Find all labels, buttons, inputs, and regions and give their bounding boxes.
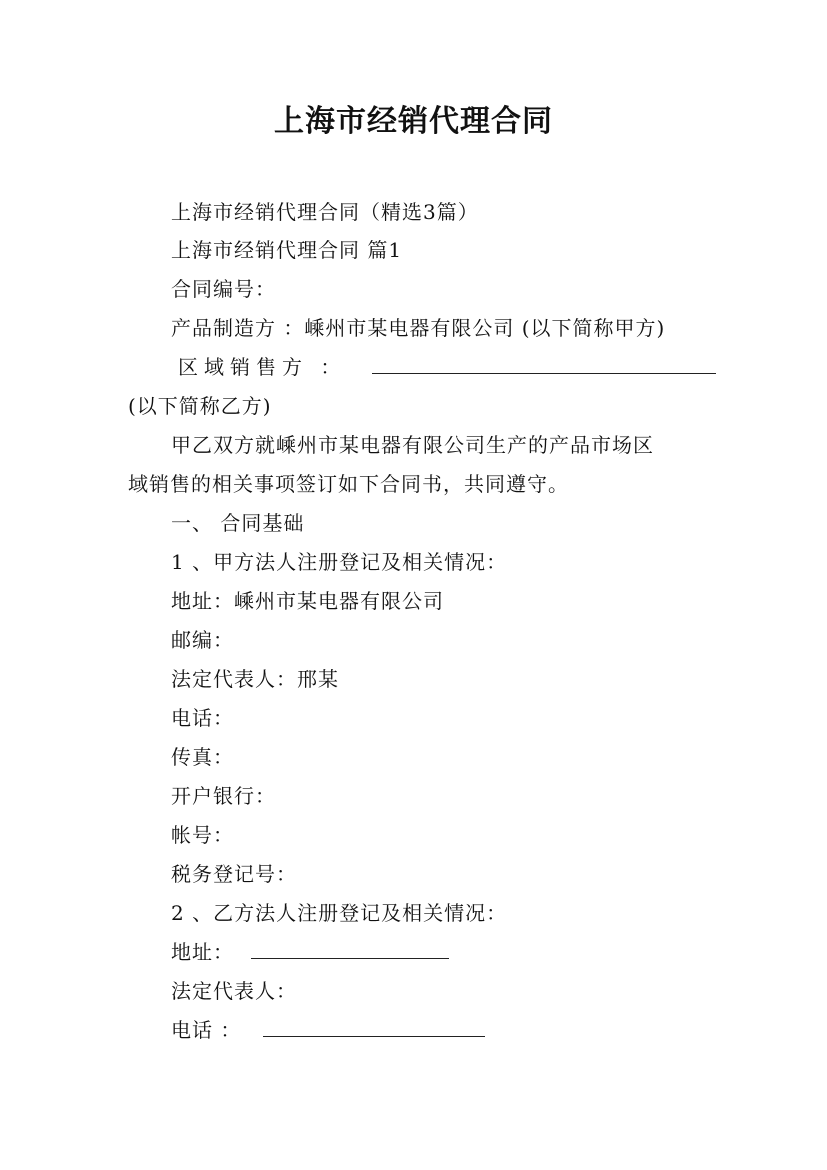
intro-paragraph-line-2: 域销售的相关事项签订如下合同书，共同遵守。 bbox=[128, 472, 569, 496]
intro-paragraph-line-1: 甲乙双方就嵊州市某电器有限公司生产的产品市场区 bbox=[171, 433, 654, 457]
party-b-address-blank[interactable] bbox=[251, 938, 449, 959]
party-a-legal-rep: 法定代表人：邢某 bbox=[171, 667, 339, 691]
item-heading-2: 2 、乙方法人注册登记及相关情况： bbox=[171, 901, 508, 925]
contract-number-label: 合同编号： bbox=[171, 277, 276, 301]
manufacturer-line: 产品制造方 ：嵊州市某电器有限公司 (以下简称甲方) bbox=[171, 316, 666, 340]
party-a-phone: 电话： bbox=[171, 706, 234, 730]
document-subtitle: 上海市经销代理合同（精选3篇） bbox=[171, 200, 479, 224]
party-b-phone-label: 电话 ： bbox=[171, 1018, 242, 1042]
party-b-legal-rep: 法定代表人： bbox=[171, 979, 297, 1003]
party-b-phone-line bbox=[171, 1016, 485, 1044]
party-b-address-label: 地址： bbox=[171, 940, 234, 964]
section-heading: 一、 合同基础 bbox=[171, 511, 305, 535]
party-b-phone-blank[interactable] bbox=[263, 1016, 485, 1037]
item-heading-1: 1 、甲方法人注册登记及相关情况： bbox=[171, 550, 508, 574]
sales-party-blank[interactable] bbox=[372, 353, 716, 374]
party-a-postcode: 邮编： bbox=[171, 628, 234, 652]
party-a-fax: 传真： bbox=[171, 745, 234, 769]
part-heading: 上海市经销代理合同 篇1 bbox=[171, 238, 403, 262]
party-b-address-line bbox=[171, 938, 449, 966]
sales-party-label: 区域销售方 ： bbox=[178, 355, 347, 379]
sales-party-suffix: (以下简称乙方) bbox=[128, 394, 272, 418]
party-a-address: 地址：嵊州市某电器有限公司 bbox=[171, 589, 444, 613]
sales-party-line bbox=[178, 353, 716, 381]
party-a-tax-number: 税务登记号： bbox=[171, 862, 297, 886]
document-title: 上海市经销代理合同 bbox=[274, 104, 553, 139]
party-a-account: 帐号： bbox=[171, 823, 234, 847]
party-a-bank: 开户银行： bbox=[171, 784, 276, 808]
